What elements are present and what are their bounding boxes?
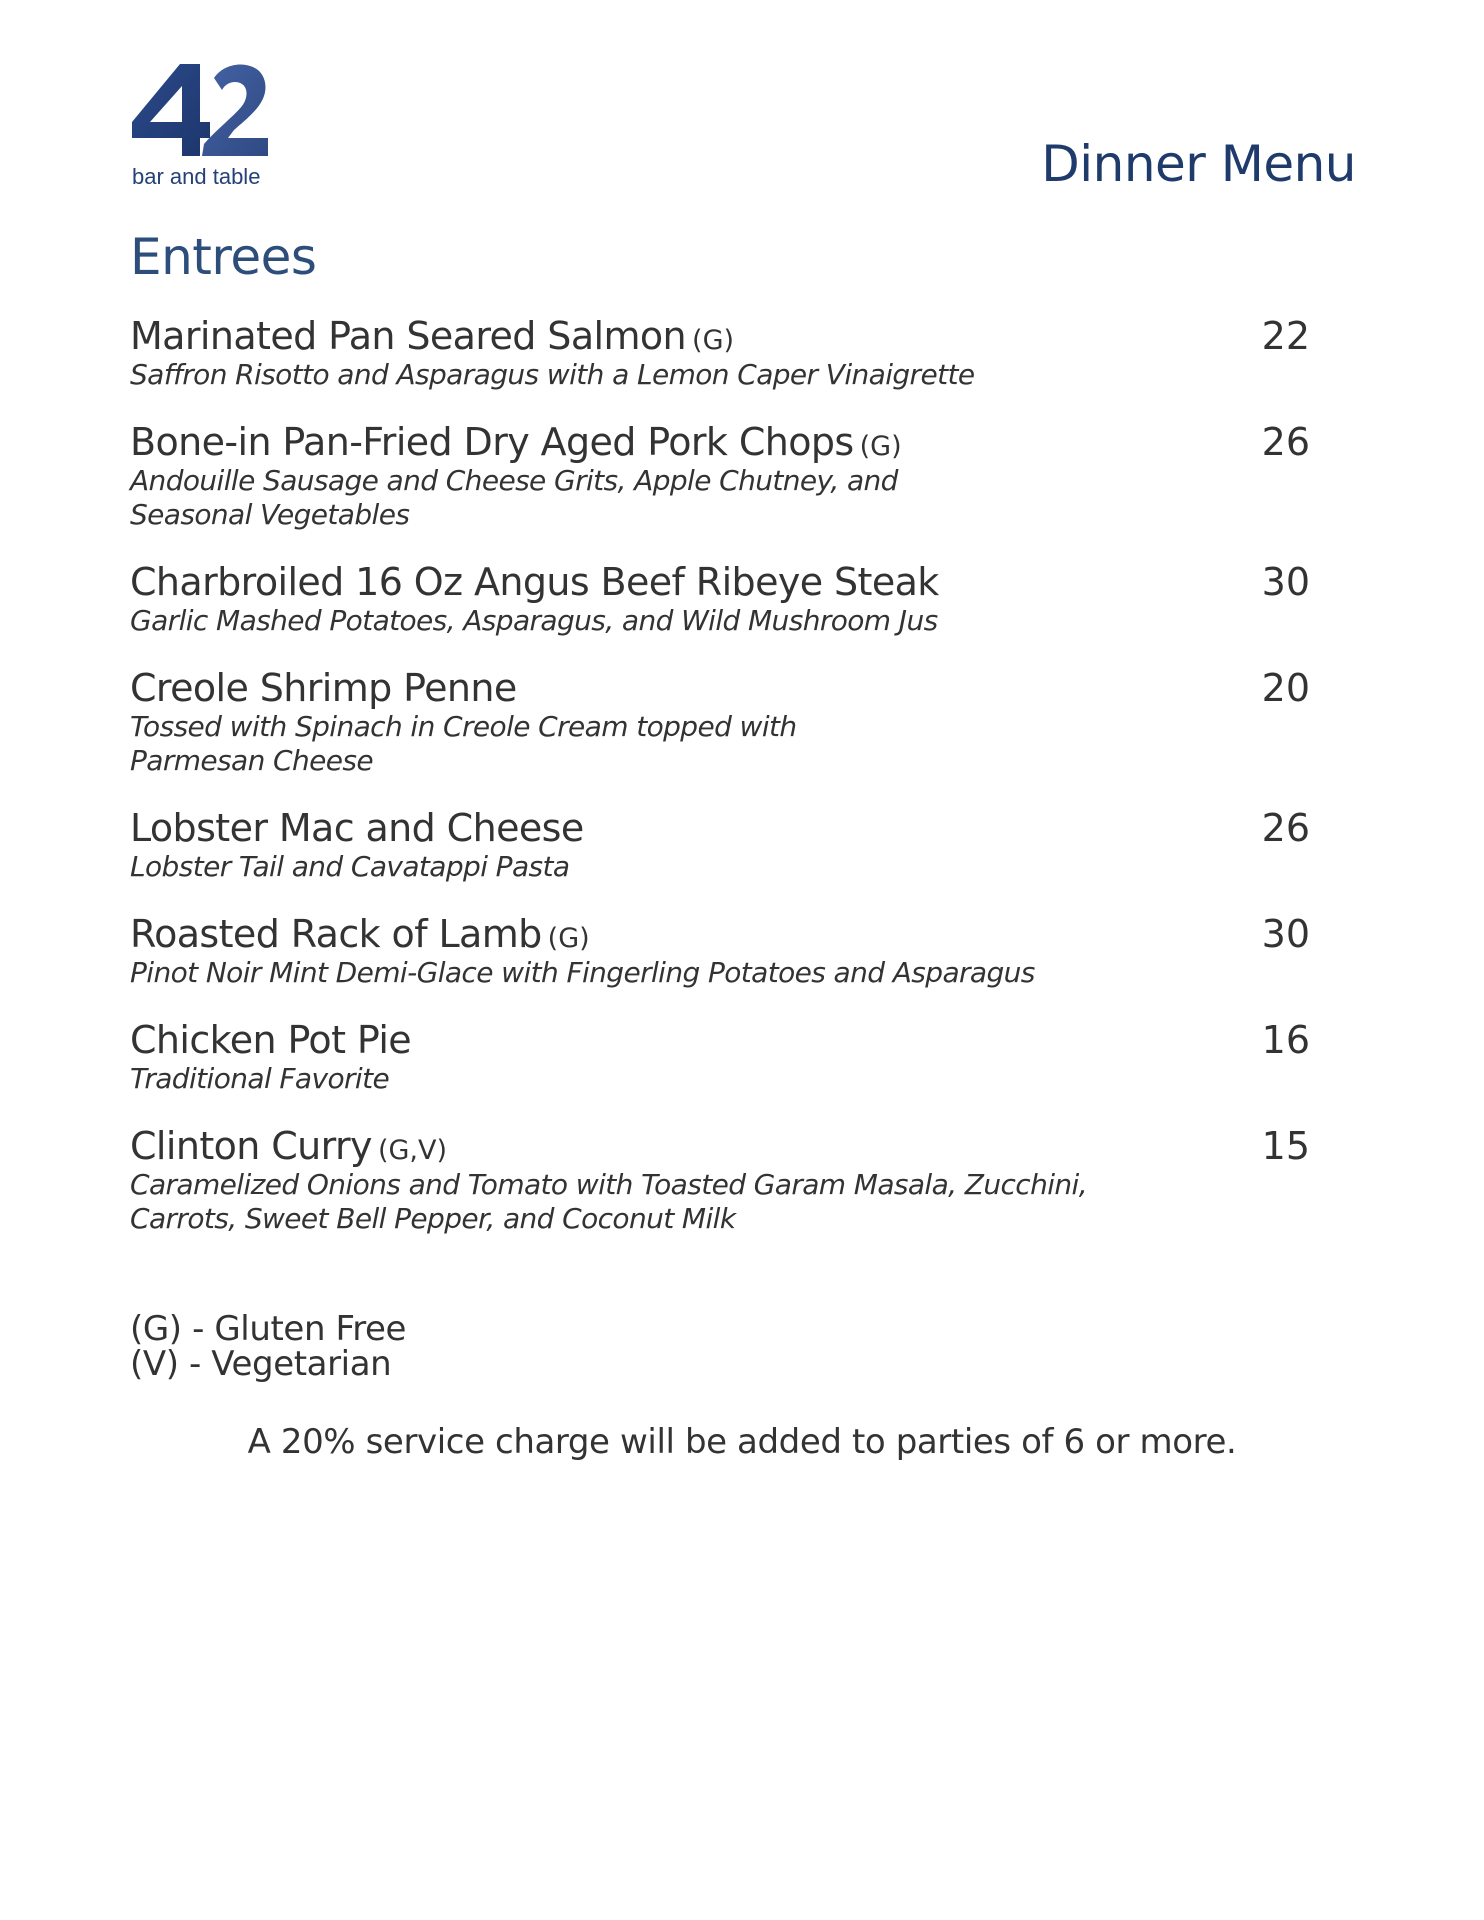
brand-logo xyxy=(130,60,280,195)
menu-item xyxy=(130,560,1310,638)
menu-item xyxy=(130,806,1310,884)
item-description: Pinot Noir Mint Demi-Glace with Fingerling Potatoes and Asparagus xyxy=(130,956,1035,989)
item-price: 30 xyxy=(1261,912,1310,956)
item-price: 22 xyxy=(1261,314,1310,358)
item-description: Andouille Sausage and Cheese Grits, Apple Chutney, and Seasonal Vegetables xyxy=(130,464,898,531)
logo-42-mark xyxy=(130,60,270,160)
item-description: Saffron Risotto and Asparagus with a Lemon Caper Vinaigrette xyxy=(130,358,975,391)
item-price: 30 xyxy=(1261,560,1310,604)
item-dietary-tag: (G) xyxy=(692,325,735,356)
menu-item xyxy=(130,912,1310,990)
item-description: Lobster Tail and Cavatappi Pasta xyxy=(130,850,570,883)
item-description: Traditional Favorite xyxy=(130,1062,390,1095)
item-name: Lobster Mac and Cheese xyxy=(130,806,584,850)
item-name: Chicken Pot Pie xyxy=(130,1018,412,1062)
item-description: Tossed with Spinach in Creole Cream topped with Parmesan Cheese xyxy=(130,710,797,777)
item-price: 16 xyxy=(1261,1018,1310,1062)
item-name: Creole Shrimp Penne xyxy=(130,666,517,710)
menu-item xyxy=(130,314,1310,392)
item-dietary-tag: (G) xyxy=(859,431,902,462)
item-price: 15 xyxy=(1261,1124,1310,1168)
entree-list xyxy=(130,314,1310,1264)
item-name: Clinton Curry xyxy=(130,1124,372,1168)
item-name: Charbroiled 16 Oz Angus Beef Ribeye Steak xyxy=(130,560,939,604)
item-name: Marinated Pan Seared Salmon xyxy=(130,314,687,358)
item-description: Garlic Mashed Potatoes, Asparagus, and Wild Mushroom Jus xyxy=(130,604,938,637)
page-title: Dinner Menu xyxy=(1041,135,1356,193)
item-dietary-tag: (G) xyxy=(547,923,590,954)
item-dietary-tag: (G,V) xyxy=(377,1135,447,1166)
legend-gluten-free: (G) - Gluten Free xyxy=(130,1309,407,1349)
item-name: Bone-in Pan-Fried Dry Aged Pork Chops xyxy=(130,420,854,464)
dietary-legend xyxy=(130,1309,407,1384)
section-title-entrees: Entrees xyxy=(130,228,317,286)
item-description: Caramelized Onions and Tomato with Toasted Garam Masala, Zucchini, Carrots, Sweet Bell Pepper, and Coconut Milk xyxy=(130,1168,1088,1235)
item-price: 20 xyxy=(1261,666,1310,710)
legend-vegetarian: (V) - Vegetarian xyxy=(130,1344,392,1384)
menu-item xyxy=(130,666,1310,778)
item-name: Roasted Rack of Lamb xyxy=(130,912,542,956)
menu-item xyxy=(130,1124,1310,1236)
service-charge-notice: A 20% service charge will be added to parties of 6 or more. xyxy=(247,1422,1237,1462)
menu-item xyxy=(130,420,1310,532)
item-price: 26 xyxy=(1261,806,1310,850)
item-price: 26 xyxy=(1261,420,1310,464)
logo-subtitle: bar and table xyxy=(132,164,261,189)
menu-item xyxy=(130,1018,1310,1096)
